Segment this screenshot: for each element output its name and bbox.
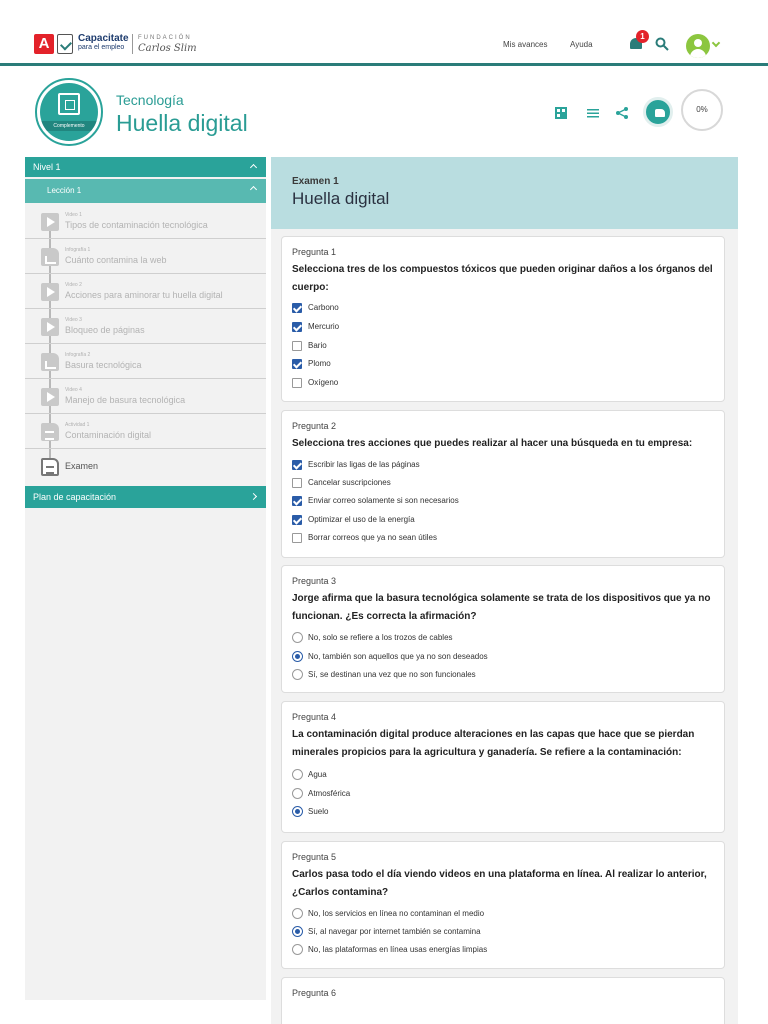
sidebar-item-video-4[interactable]: [25, 380, 266, 414]
lesson-name: Tipos de contaminación tecnológica: [65, 220, 208, 230]
brand-divider: [132, 34, 133, 54]
sidebar-item-video-1[interactable]: [25, 205, 266, 239]
exam-content: [271, 157, 738, 1024]
sidebar-item-actividad-1[interactable]: [25, 415, 266, 449]
capacitate-logo-mark: [57, 34, 73, 54]
radio-button[interactable]: [292, 632, 303, 643]
chevron-up-icon: [250, 186, 257, 193]
nivel-label: Nivel 1: [33, 162, 61, 172]
lesson-name: Examen: [65, 461, 99, 471]
lesson-type: Actividad 1: [65, 422, 90, 428]
checkbox[interactable]: [292, 359, 302, 369]
radio-button[interactable]: [292, 651, 303, 662]
question-card-6: [281, 977, 725, 1024]
exam-label: Examen 1: [292, 176, 339, 187]
course-sidebar: [25, 157, 266, 1000]
radio-button[interactable]: [292, 669, 303, 680]
sidebar-item-infografia-2[interactable]: [25, 345, 266, 379]
sidebar-item-infografia-1[interactable]: [25, 240, 266, 274]
course-category: Tecnología: [116, 92, 184, 108]
radio-button[interactable]: [292, 944, 303, 955]
course-progress: 0%: [681, 89, 723, 131]
brand-name: Capacitate: [78, 33, 129, 44]
question-card-4: [281, 701, 725, 833]
lesson-type: Infografía 2: [65, 352, 91, 358]
question-card-3: [281, 565, 725, 693]
lesson-name: Bloqueo de páginas: [65, 325, 145, 335]
option-label: Mercurio: [308, 322, 340, 331]
lesson-type: Video 1: [65, 212, 82, 218]
sidebar-nivel-1[interactable]: [25, 157, 266, 177]
question-text: Carlos pasa todo el día viendo videos en una plataforma en línea. Al realizar lo anterior, ¿Carlos contamina?: [292, 869, 707, 898]
exam-header: [271, 157, 738, 229]
radio-button[interactable]: [292, 908, 303, 919]
top-navbar: [0, 0, 768, 66]
radio-button[interactable]: [292, 926, 303, 937]
sidebar-leccion-1[interactable]: [25, 179, 266, 203]
leccion-label: Lección 1: [47, 186, 82, 195]
checkbox[interactable]: [292, 496, 302, 506]
option-label: No, los servicios en línea no contaminan el medio: [308, 909, 485, 918]
lesson-name: Acciones para aminorar tu huella digital: [65, 290, 223, 300]
option-label: Cancelar suscripciones: [308, 478, 391, 487]
question-text: La contaminación digital produce alteraciones en las capas que hace que se pierdan minerales propicios para la agricultura y ganadería. Se refiere a la contaminación:: [292, 729, 695, 758]
checkbox[interactable]: [292, 533, 302, 543]
lesson-type: Video 2: [65, 282, 82, 288]
option-label: Sí, se destinan una vez que no son funcionales: [308, 670, 476, 679]
grid-view-icon[interactable]: [555, 107, 567, 119]
question-card-2: [281, 410, 725, 558]
checkbox[interactable]: [292, 378, 302, 388]
chip-icon: [58, 93, 80, 115]
capacitate-logo[interactable]: A: [34, 34, 54, 54]
radio-button[interactable]: [292, 806, 303, 817]
radio-button[interactable]: [292, 769, 303, 780]
chevron-up-icon: [250, 164, 257, 171]
notification-count-badge: 1: [636, 30, 649, 43]
question-text: Jorge afirma que la basura tecnológica solamente se trata de los dispositivos que ya no funcionan. ¿Es correcta la afirmación?: [292, 593, 711, 622]
option-label: Suelo: [308, 807, 329, 816]
option-label: Borrar correos que ya no sean útiles: [308, 533, 437, 542]
option-label: Oxígeno: [308, 378, 339, 387]
question-card-1: [281, 236, 725, 402]
option-label: Escribir las ligas de las páginas: [308, 460, 420, 469]
document-icon: [41, 423, 59, 441]
checkbox[interactable]: [292, 303, 302, 313]
option-label: Bario: [308, 341, 327, 350]
plan-label: Plan de capacitación: [33, 492, 117, 502]
course-title: Huella digital: [116, 110, 248, 136]
option-label: No, también son aquellos que ya no son deseados: [308, 652, 488, 661]
checkbox[interactable]: [292, 322, 302, 332]
sidebar-plan-capacitacion[interactable]: [25, 486, 266, 508]
chevron-right-icon: [250, 493, 257, 500]
nav-mis-avances[interactable]: Mis avances: [503, 40, 548, 49]
option-label: Plomo: [308, 359, 331, 368]
search-icon[interactable]: [655, 37, 669, 51]
checkbox[interactable]: [292, 478, 302, 488]
checkbox[interactable]: [292, 515, 302, 525]
option-label: Sí, al navegar por internet también se contamina: [308, 927, 481, 936]
brand-subtitle: para el empleo: [78, 44, 125, 51]
course-header: [0, 70, 768, 156]
video-icon: [41, 213, 59, 231]
question-text: Selecciona tres acciones que puedes realizar al hacer una búsqueda en tu empresa:: [292, 438, 693, 449]
sidebar-item-video-3[interactable]: [25, 310, 266, 344]
user-avatar-icon[interactable]: [686, 34, 710, 58]
radio-button[interactable]: [292, 788, 303, 799]
option-label: Carbono: [308, 303, 339, 312]
course-badge: [35, 78, 103, 146]
chart-icon: [41, 248, 59, 266]
option-label: Optimizar el uso de la energía: [308, 515, 415, 524]
lesson-name: Basura tecnológica: [65, 360, 142, 370]
checkbox[interactable]: [292, 341, 302, 351]
option-label: Agua: [308, 770, 327, 779]
option-label: No, las plataformas en línea usas energías limpias: [308, 945, 488, 954]
sidebar-item-video-2[interactable]: [25, 275, 266, 309]
option-label: Atmosférica: [308, 789, 351, 798]
chevron-down-icon[interactable]: [712, 39, 720, 47]
question-number: Pregunta 5: [292, 852, 337, 862]
foundation-signature: Carlos Slim: [138, 43, 197, 54]
option-label: No, solo se refiere a los trozos de cables: [308, 633, 453, 642]
question-number: Pregunta 2: [292, 421, 337, 431]
question-number: Pregunta 3: [292, 576, 337, 586]
lesson-type: Video 3: [65, 317, 82, 323]
lesson-name: Contaminación digital: [65, 430, 152, 440]
thumbs-up-icon[interactable]: [643, 97, 673, 127]
foundation-label: FUNDACIÓN: [138, 35, 192, 41]
question-number: Pregunta 6: [292, 988, 337, 998]
video-icon: [41, 283, 59, 301]
lesson-type: Video 4: [65, 387, 82, 393]
question-text: Selecciona tres de los compuestos tóxicos que pueden originar daños a los órganos del cuerpo:: [292, 264, 713, 293]
question-card-5: [281, 841, 725, 969]
question-number: Pregunta 4: [292, 712, 337, 722]
nav-ayuda[interactable]: Ayuda: [570, 40, 593, 49]
lesson-name: Manejo de basura tecnológica: [65, 395, 186, 405]
badge-ribbon: Complemento: [40, 121, 98, 131]
exam-title: Huella digital: [292, 189, 390, 208]
exam-icon: [41, 458, 59, 476]
video-icon: [41, 388, 59, 406]
list-view-icon[interactable]: [587, 107, 599, 119]
option-label: Enviar correo solamente si son necesarios: [308, 496, 459, 505]
chart-icon: [41, 353, 59, 371]
video-icon: [41, 318, 59, 336]
lesson-name: Cuánto contamina la web: [65, 255, 167, 265]
checkbox[interactable]: [292, 460, 302, 470]
share-icon[interactable]: [616, 107, 628, 119]
sidebar-item-examen[interactable]: [25, 450, 266, 484]
question-number: Pregunta 1: [292, 247, 337, 257]
lesson-type: Infografía 1: [65, 247, 91, 253]
